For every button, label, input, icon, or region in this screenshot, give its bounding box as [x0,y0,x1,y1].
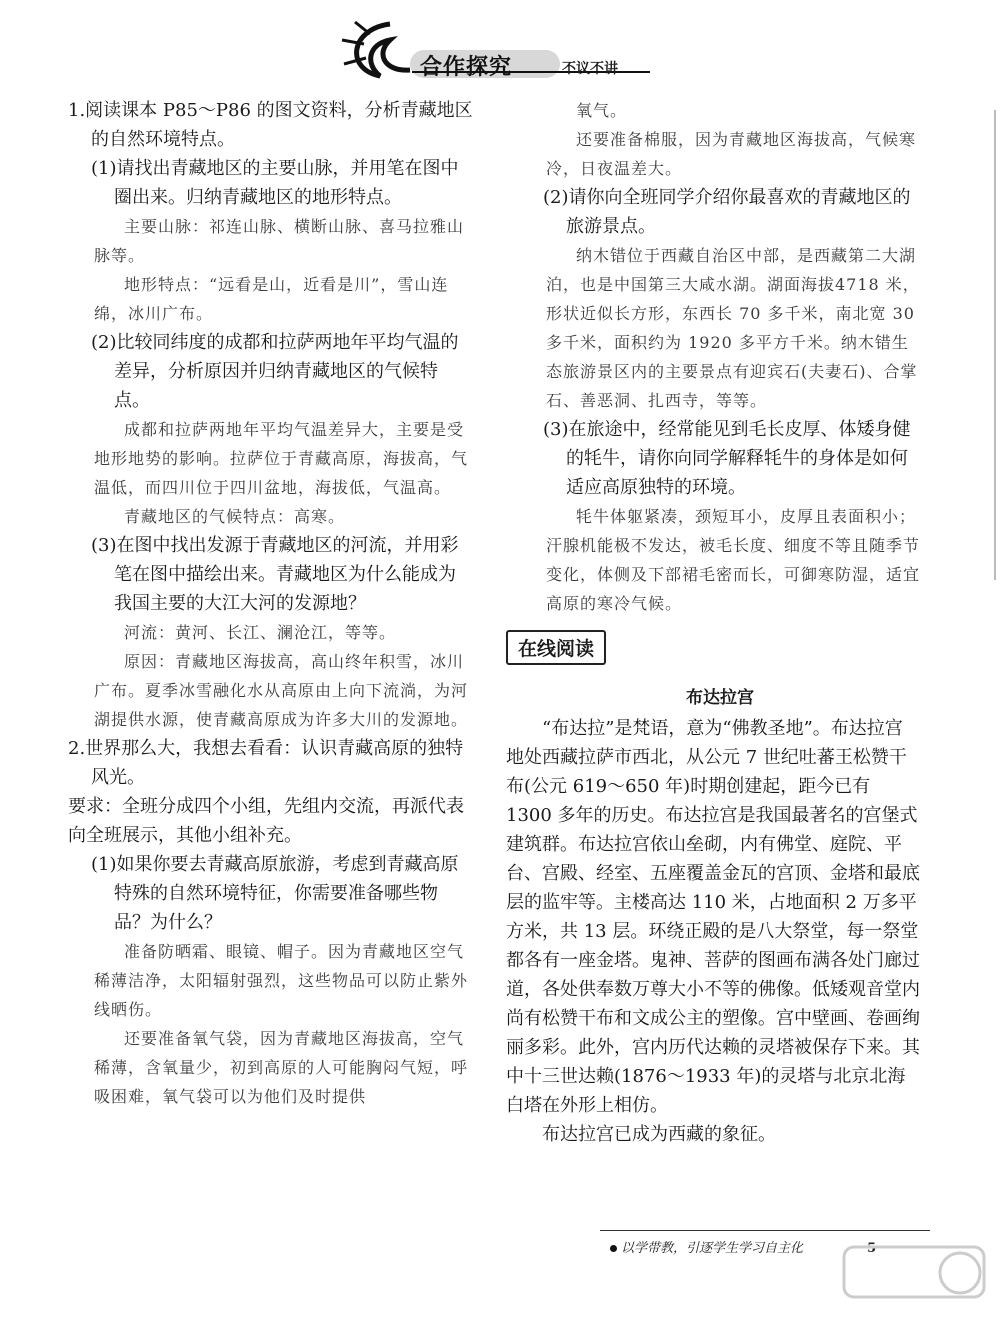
left-paragraph: 准备防晒霜、眼镜、帽子。因为青藏地区空气稀薄洁净，太阳辐射强烈，这些物品可以防止紫外线晒伤。 [94,942,469,1019]
reading-paragraph-1: “布达拉”是梵语，意为“佛教圣地”。布达拉宫地处西藏拉萨市西北，从公元 7 世纪吐蕃王松赞干布(公元 619～650 年)时期创建起，距今已有 1300 多年的历史。布达拉宫是我国最著名的宫堡式建筑群。布达拉宫依山垒砌，内有佛堂、庭院、平台、宫殿、经室、五座覆盖金瓦的宫顶、金塔和最底层的监牢等。主楼高达 110 米，占地面积 2 万多平方米，共 13 层。环绕正殿的是八大祭堂，每一祭堂都各有一座金塔。鬼神、菩萨的图画布满各处门廊过道，各处供奉数万尊大小不等的佛像。低矮观音堂内尚有松赞干布和文成公主的塑像。宫中壁画、卷画绚丽多彩。此外，宫内历代达赖的灵塔被保存下来。其中十三世达赖(1876～1933 年)的灵塔与北京北海白塔在外形上相仿。 [506,718,920,1116]
left-column [68,96,473,1111]
right-paragraph: 纳木错位于西藏自治区中部，是西藏第二大湖泊，也是中国第三大咸水湖。湖面海拔4718 米，形状近似长方形，东西长 70 多千米，南北宽 30 多千米，面积约为 1920 多平方千米。纳木错生态旅游景区内的主要景点有迎宾石(夫妻石)、合掌石、善恶洞、扎西寺，等等。 [546,246,920,410]
footer-rule [600,1230,930,1231]
left-paragraph: 青藏地区的气候特点：高寒。 [124,507,346,526]
header-title: 合作探究 [420,55,513,80]
right-paragraph: (3)在旅途中，经常能见到毛长皮厚、体矮身健的牦牛，请你向同学解释牦牛的身体是如何适应高原独特的环境。 [543,419,911,498]
left-paragraph: 要求：全班分成四个小组，先组内交流，再派代表向全班展示，其他小组补充。 [68,796,464,846]
left-paragraph: 地形特点：“远看是山，近看是川”，雪山连绵，冰川广布。 [94,275,449,323]
right-paragraph: (2)请你向全班同学介绍你最喜欢的青藏地区的旅游景点。 [543,187,911,237]
left-paragraph: (3)在图中找出发源于青藏地区的河流，并用彩笔在图中描绘出来。青藏地区为什么能成为我国主要的大江大河的发源地？ [91,535,459,614]
section-header [330,14,660,88]
watermark-logo-icon [840,1243,990,1323]
right-paragraph: 氧气。 [576,101,628,120]
left-paragraph: 还要准备氧气袋，因为青藏地区海拔高，空气稀薄，含氧量少，初到高原的人可能胸闷气短，呼吸困难，氧气袋可以为他们及时提供 [94,1029,469,1106]
right-column [506,96,921,1149]
left-paragraph: 河流：黄河、长江、澜沧江，等等。 [124,623,397,642]
bullet-icon [610,1245,617,1252]
page-footer [610,1237,876,1256]
right-paragraph: 还要准备棉服，因为青藏地区海拔高，气候寒冷，日夜温差大。 [546,130,917,178]
reading-paragraph-2: 布达拉宫已成为西藏的象征。 [542,1124,776,1145]
left-paragraph: 成都和拉萨两地年平均气温差异大，主要是受地形地势的影响。拉萨位于青藏高原，海拔高，气温低，而四川位于四川盆地，海拔低，气温高。 [94,420,469,497]
page-number: 5 [867,1241,877,1256]
online-reading-label: 在线阅读 [506,630,606,665]
left-paragraph: 原因：青藏地区海拔高，高山终年积雪，冰川广布。夏季冰雪融化水从高原由上向下流淌，为河湖提供水源，使青藏高原成为许多大川的发源地。 [94,652,469,729]
header-subtitle: 不议不讲 [562,61,618,77]
right-paragraph: 牦牛体躯紧凑，颈短耳小，皮厚且表面积小；汗腺机能极不发达，被毛长度、细度不等且随季节变化，体侧及下部裙毛密而长，可御寒防湿，适宜高原的寒冷气候。 [546,507,921,613]
left-paragraph: 主要山脉：祁连山脉、横断山脉、喜马拉雅山脉等。 [94,217,465,265]
left-paragraph: (1)请找出青藏地区的主要山脉，并用笔在图中圈出来。归纳青藏地区的地形特点。 [91,158,459,208]
page-edge-rule [994,110,996,580]
left-paragraph: (2)比较同纬度的成都和拉萨两地年平均气温的差异，分析原因并归纳青藏地区的气候特点。 [91,332,459,411]
reading-title: 布达拉宫 [686,688,754,708]
left-paragraph: (1)如果你要去青藏高原旅游，考虑到青藏高原特殊的自然环境特征，你需要准备哪些物品？为什么？ [91,854,459,933]
left-paragraph: 2.世界那么大，我想去看看：认识青藏高原的独特风光。 [68,738,464,788]
footer-slogan: 以学带教，引逐学生学习自主化 [621,1241,804,1256]
left-paragraph: 1.阅读课本 P85～P86 的图文资料，分析青藏地区的自然环境特点。 [68,100,473,150]
